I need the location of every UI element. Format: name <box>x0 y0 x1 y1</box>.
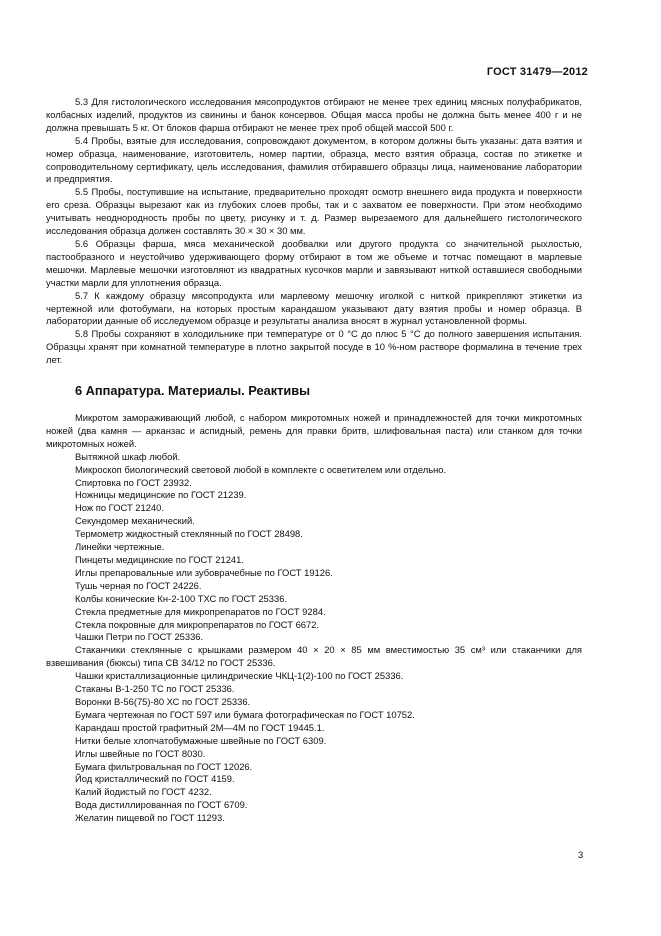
section-intro: Микротом замораживающий любой, с набором микротомных ножей и принадлежностей для точки микротомных ножей (два камня — арканзас и аспидный, ремень для правки бритв, шлифовальная паста) или станком для точки микротомных ножей. <box>46 412 582 449</box>
list-item: Желатин пищевой по ГОСТ 11293. <box>75 812 225 824</box>
equipment-list <box>46 451 582 645</box>
list-item: Вытяжной шкаф любой. <box>75 450 181 462</box>
paragraph-5-4: 5.4 Пробы, взятые для исследования, сопровождают документом, в котором должны быть указаны: дата взятия и номер образца, наименование, изготовитель, номер партии, образца, место взятия образца, состав по этикетке и сопроводительному сертификату, цель исследования, фамилия отбиравшего образцы лица, наименование лаборатории и предприятия. <box>46 134 582 185</box>
list-item: Микроскоп биологический световой любой в комплекте с осветителем или отдельно. <box>75 463 447 475</box>
list-item: Бумага чертежная по ГОСТ 597 или бумага фотографическая по ГОСТ 10752. <box>75 708 415 720</box>
list-item-stakanchiki: Стаканчики стеклянные с крышками размером 40 × 20 × 85 мм вместимостью 35 см³ или стаканчики для взвешивания (бюксы) типа СВ 34/12 по ГОСТ 25336. <box>46 644 582 669</box>
paragraph-5-3: 5.3 Для гистологического исследования мясопродуктов отбирают не менее трех единиц мясных полуфабрикатов, колбасных изделий, продуктов из свинины и банок консервов. Общая масса пробы не должна быть менее 400 г и не должна превышать 5 кг. От блоков фарша отбирают не менее трех проб общей массой 500 г. <box>46 96 582 133</box>
list-item: Калий йодистый по ГОСТ 4232. <box>75 786 212 798</box>
equipment-list-continued <box>46 670 582 825</box>
list-item: Секундомер механический. <box>75 515 195 527</box>
paragraph-5-6: 5.6 Образцы фарша, мяса механической дообвалки или другого продукта со значительной рыхлостью, пастообразного и неустойчиво удерживающего форму отбирают в том же объеме и тотчас помещают в марлевые мешочки. Марлевые мешочки изготовляют из квадратных кусочков марли и завязывают ниткой оставшиеся свободными участки марли для уплотнения образца. <box>46 237 582 288</box>
list-item: Карандаш простой графитный 2М—4М по ГОСТ 19445.1. <box>75 721 325 733</box>
list-item: Стекла покровные для микропрепаратов по ГОСТ 6672. <box>75 618 320 630</box>
list-item: Пинцеты медицинские по ГОСТ 21241. <box>75 554 244 565</box>
list-item: Термометр жидкостный стеклянный по ГОСТ 28498. <box>75 528 303 540</box>
list-item: Стаканы В-1-250 ТС по ГОСТ 25336. <box>75 683 235 695</box>
list-item: Колбы конические Кн-2-100 ТХС по ГОСТ 25336. <box>75 592 288 604</box>
list-item: Спиртовка по ГОСТ 23932. <box>75 476 192 488</box>
section-title: 6 Аппаратура. Материалы. Реактивы <box>75 383 311 399</box>
list-item: Йод кристаллический по ГОСТ 4159. <box>75 773 235 785</box>
list-item: Бумага фильтровальная по ГОСТ 12026. <box>75 760 253 772</box>
list-item: Вода дистиллированная по ГОСТ 6709. <box>75 799 248 811</box>
page-number: 3 <box>578 849 584 860</box>
list-item: Тушь черная по ГОСТ 24226. <box>75 579 202 591</box>
paragraph-5-5: 5.5 Пробы, поступившие на испытание, предварительно проходят осмотр внешнего вида продукта и поверхности его среза. Образцы вырезают как из глубоких слоев пробы, так и с захватом ее поверхности. При этом необходимо учитывать неоднородность пробы по цвету, рисунку и т. д. Размер вырезаемого для дальнейшего гистологического исследования образца должен составлять 30 × 30 × 30 мм. <box>46 186 582 237</box>
paragraph-5-7: 5.7 К каждому образцу мясопродукта или марлевому мешочку иголкой с ниткой прикрепляют этикетки из чертежной или фотобумаги, на которых простым карандашом указывают дату взятия пробы и номер образца. В лаборатории данные об исследуемом образце и результаты анализа вносят в журнал установленной формы. <box>46 289 582 327</box>
list-item: Нитки белые хлопчатобумажные швейные по ГОСТ 6309. <box>75 734 327 746</box>
list-item: Воронки В-56(75)-80 ХС по ГОСТ 25336. <box>75 695 251 707</box>
document-body <box>46 96 582 825</box>
list-item: Линейки чертежные. <box>75 541 165 553</box>
list-item: Иглы швейные по ГОСТ 8030. <box>75 747 206 759</box>
list-item: Ножницы медицинские по ГОСТ 21239. <box>75 489 247 501</box>
list-item: Иглы препаровальные или зубоврачебные по ГОСТ 19126. <box>75 566 333 578</box>
list-item: Нож по ГОСТ 21240. <box>75 502 164 514</box>
document-header: ГОСТ 31479—2012 <box>486 66 588 78</box>
paragraph-5-8: 5.8 Пробы сохраняют в холодильнике при температуре от 0 °С до плюс 5 °С до полного завершения испытания. Образцы хранят при комнатной температуре в плотно закрытой посуде в 10 %-ном растворе формалина в течение трех лет. <box>46 328 582 366</box>
list-item: Стекла предметные для микропрепаратов по ГОСТ 9284. <box>75 605 326 617</box>
list-item: Чашки Петри по ГОСТ 25336. <box>75 631 204 643</box>
list-item: Чашки кристаллизационные цилиндрические ЧКЦ-1(2)-100 по ГОСТ 25336. <box>75 670 404 682</box>
